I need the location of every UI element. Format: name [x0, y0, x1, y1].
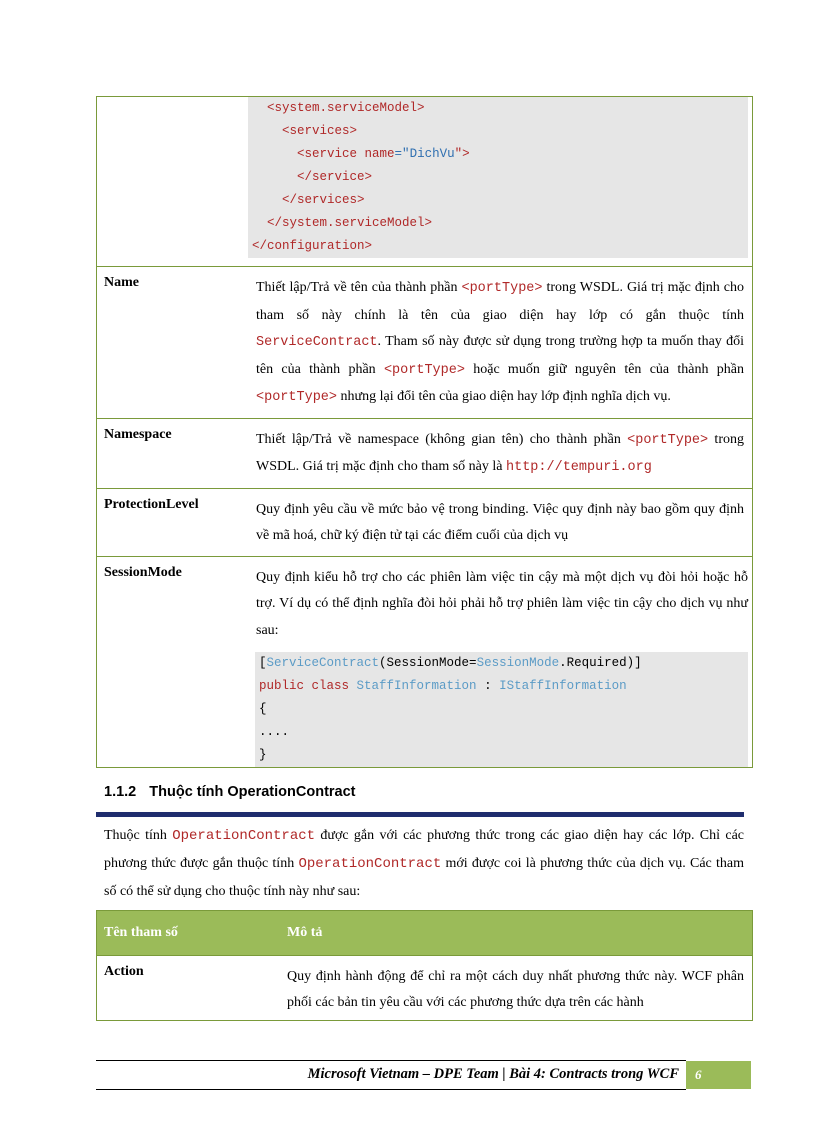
config-code-label-cell [97, 97, 249, 266]
code-token: </configuration> [252, 239, 373, 253]
text-run: Quy định yêu cầu về mức bảo vệ trong binding. Việc quy định này bao gồm quy định về mã hoá, chữ ký điện tử tại các điểm cuối của dịch vụ [256, 501, 744, 543]
inline-code: OperationContract [298, 856, 442, 872]
table-row [97, 488, 752, 556]
code-token: (SessionMode= [379, 656, 477, 670]
config-code-block [248, 97, 748, 258]
intro-paragraph [104, 822, 744, 905]
code-line [252, 120, 744, 143]
text-run: Quy định kiểu hỗ trợ cho các phiên làm việc tin cậy mà một dịch vụ đòi hỏi hoặc hỗ trợ. Ví dụ có thể định nghĩa đòi hỏi phải hỗ trợ phiên làm việc tin cậy cho dịch vụ như sau: [256, 569, 748, 638]
page-number: 6 [686, 1061, 751, 1089]
param-name: ProtectionLevel [104, 496, 199, 512]
code-line [252, 212, 744, 235]
code-token: { [259, 702, 267, 716]
param-name: SessionMode [104, 564, 182, 580]
section-title: Thuộc tính OperationContract [149, 784, 356, 800]
footer-text: Microsoft Vietnam – DPE Team | Bài 4: Contracts trong WCF [307, 1066, 679, 1082]
section-number: 1.1.2 [104, 784, 137, 800]
text-run: được gắn với các phương thức trong các giao diện hay các lớp. Chỉ các phương thức được gắn thuộc tính [104, 828, 744, 871]
config-code-row [97, 97, 752, 266]
inline-code: <portType> [383, 362, 465, 378]
code-token: } [259, 748, 267, 762]
config-code-cell [249, 97, 752, 266]
inline-code: OperationContract [172, 828, 316, 844]
code-token: ServiceContract [266, 656, 380, 670]
section-heading [104, 784, 356, 800]
table-row [97, 266, 752, 418]
table-header [97, 911, 752, 955]
inline-code: ServiceContract [256, 335, 378, 350]
code-line [252, 189, 744, 212]
footer-rule-top [96, 1060, 686, 1061]
param-description [249, 489, 752, 556]
code-token: DichVu [409, 147, 455, 161]
code-line [252, 97, 744, 120]
param-description [249, 267, 752, 418]
code-line [252, 143, 744, 166]
code-token: SessionMode [476, 656, 560, 670]
code-token: StaffInformation [356, 679, 477, 693]
table-row [97, 955, 752, 1020]
code-token: public class [259, 679, 357, 693]
code-token: =" [394, 147, 410, 161]
parameters-table [96, 96, 753, 768]
code-token: <system.serviceModel> [267, 101, 425, 115]
code-token: IStaffInformation [499, 679, 627, 693]
operation-contract-table [96, 910, 753, 1021]
inline-code: http://tempuri.org [506, 460, 652, 475]
code-token: .... [259, 725, 290, 739]
code-token: <service [297, 147, 365, 161]
text-run: Thiết lập/Trả về tên của thành phần [256, 280, 462, 295]
code-line [252, 166, 744, 189]
header-description: Mô tả [287, 925, 323, 940]
text-run: nhưng lại đổi tên của giao diện hay lớp định nghĩa dịch vụ. [337, 389, 671, 404]
code-token: </system.serviceModel> [267, 216, 433, 230]
text-run: trong WSDL. Giá trị mặc định cho tham số này là [256, 431, 744, 474]
inline-code: <portType> [256, 390, 338, 405]
code-token: </services> [282, 193, 365, 207]
code-line [259, 675, 744, 698]
text-run: . Tham số này được sử dụng trong trường hợp ta muốn thay đổi tên của thành phần [256, 334, 744, 377]
code-token: [ [259, 656, 267, 670]
code-line [259, 652, 744, 675]
param-description [249, 419, 752, 488]
text-run: mới được coi là phương thức của dịch vụ. Các tham số có thể sử dụng cho thuộc tính này như sau: [104, 856, 744, 899]
param-description [249, 557, 752, 768]
code-token: "> [454, 147, 470, 161]
footer-rule-bottom [96, 1089, 686, 1090]
code-token: : [476, 679, 500, 693]
inline-code: <portType> [461, 281, 543, 296]
table-row [97, 556, 752, 768]
text-run: hoặc muốn giữ nguyên tên của thành phần [464, 361, 744, 377]
code-line [259, 721, 744, 744]
code-token: .Required)] [559, 656, 642, 670]
table-row [97, 418, 752, 488]
param-name: Namespace [104, 426, 172, 442]
code-block [255, 652, 748, 767]
text-run: Thiết lập/Trả về namespace (không gian tên) cho thành phần [256, 431, 628, 447]
inline-code: <portType> [627, 432, 709, 448]
code-line [259, 744, 744, 767]
text-run: trong WSDL. Giá trị mặc định cho tham số này chính là tên của giao diện hay lớp có gắn thuộc tính [256, 280, 744, 323]
heading-rule [96, 812, 744, 817]
param-name: Action [104, 964, 144, 979]
param-name: Name [104, 275, 139, 290]
header-param-name: Tên tham số [104, 925, 178, 940]
code-token: <services> [282, 124, 358, 138]
text-run: Thuộc tính [104, 828, 173, 843]
param-description: Quy định hành động để chỉ ra một cách duy nhất phương thức này. WCF phân phối các bản tin yêu cầu với các phương thức dựa trên các hành [287, 969, 744, 1010]
code-token: </service> [297, 170, 373, 184]
code-line [252, 235, 744, 258]
code-line [259, 698, 744, 721]
code-token: name [364, 147, 395, 161]
